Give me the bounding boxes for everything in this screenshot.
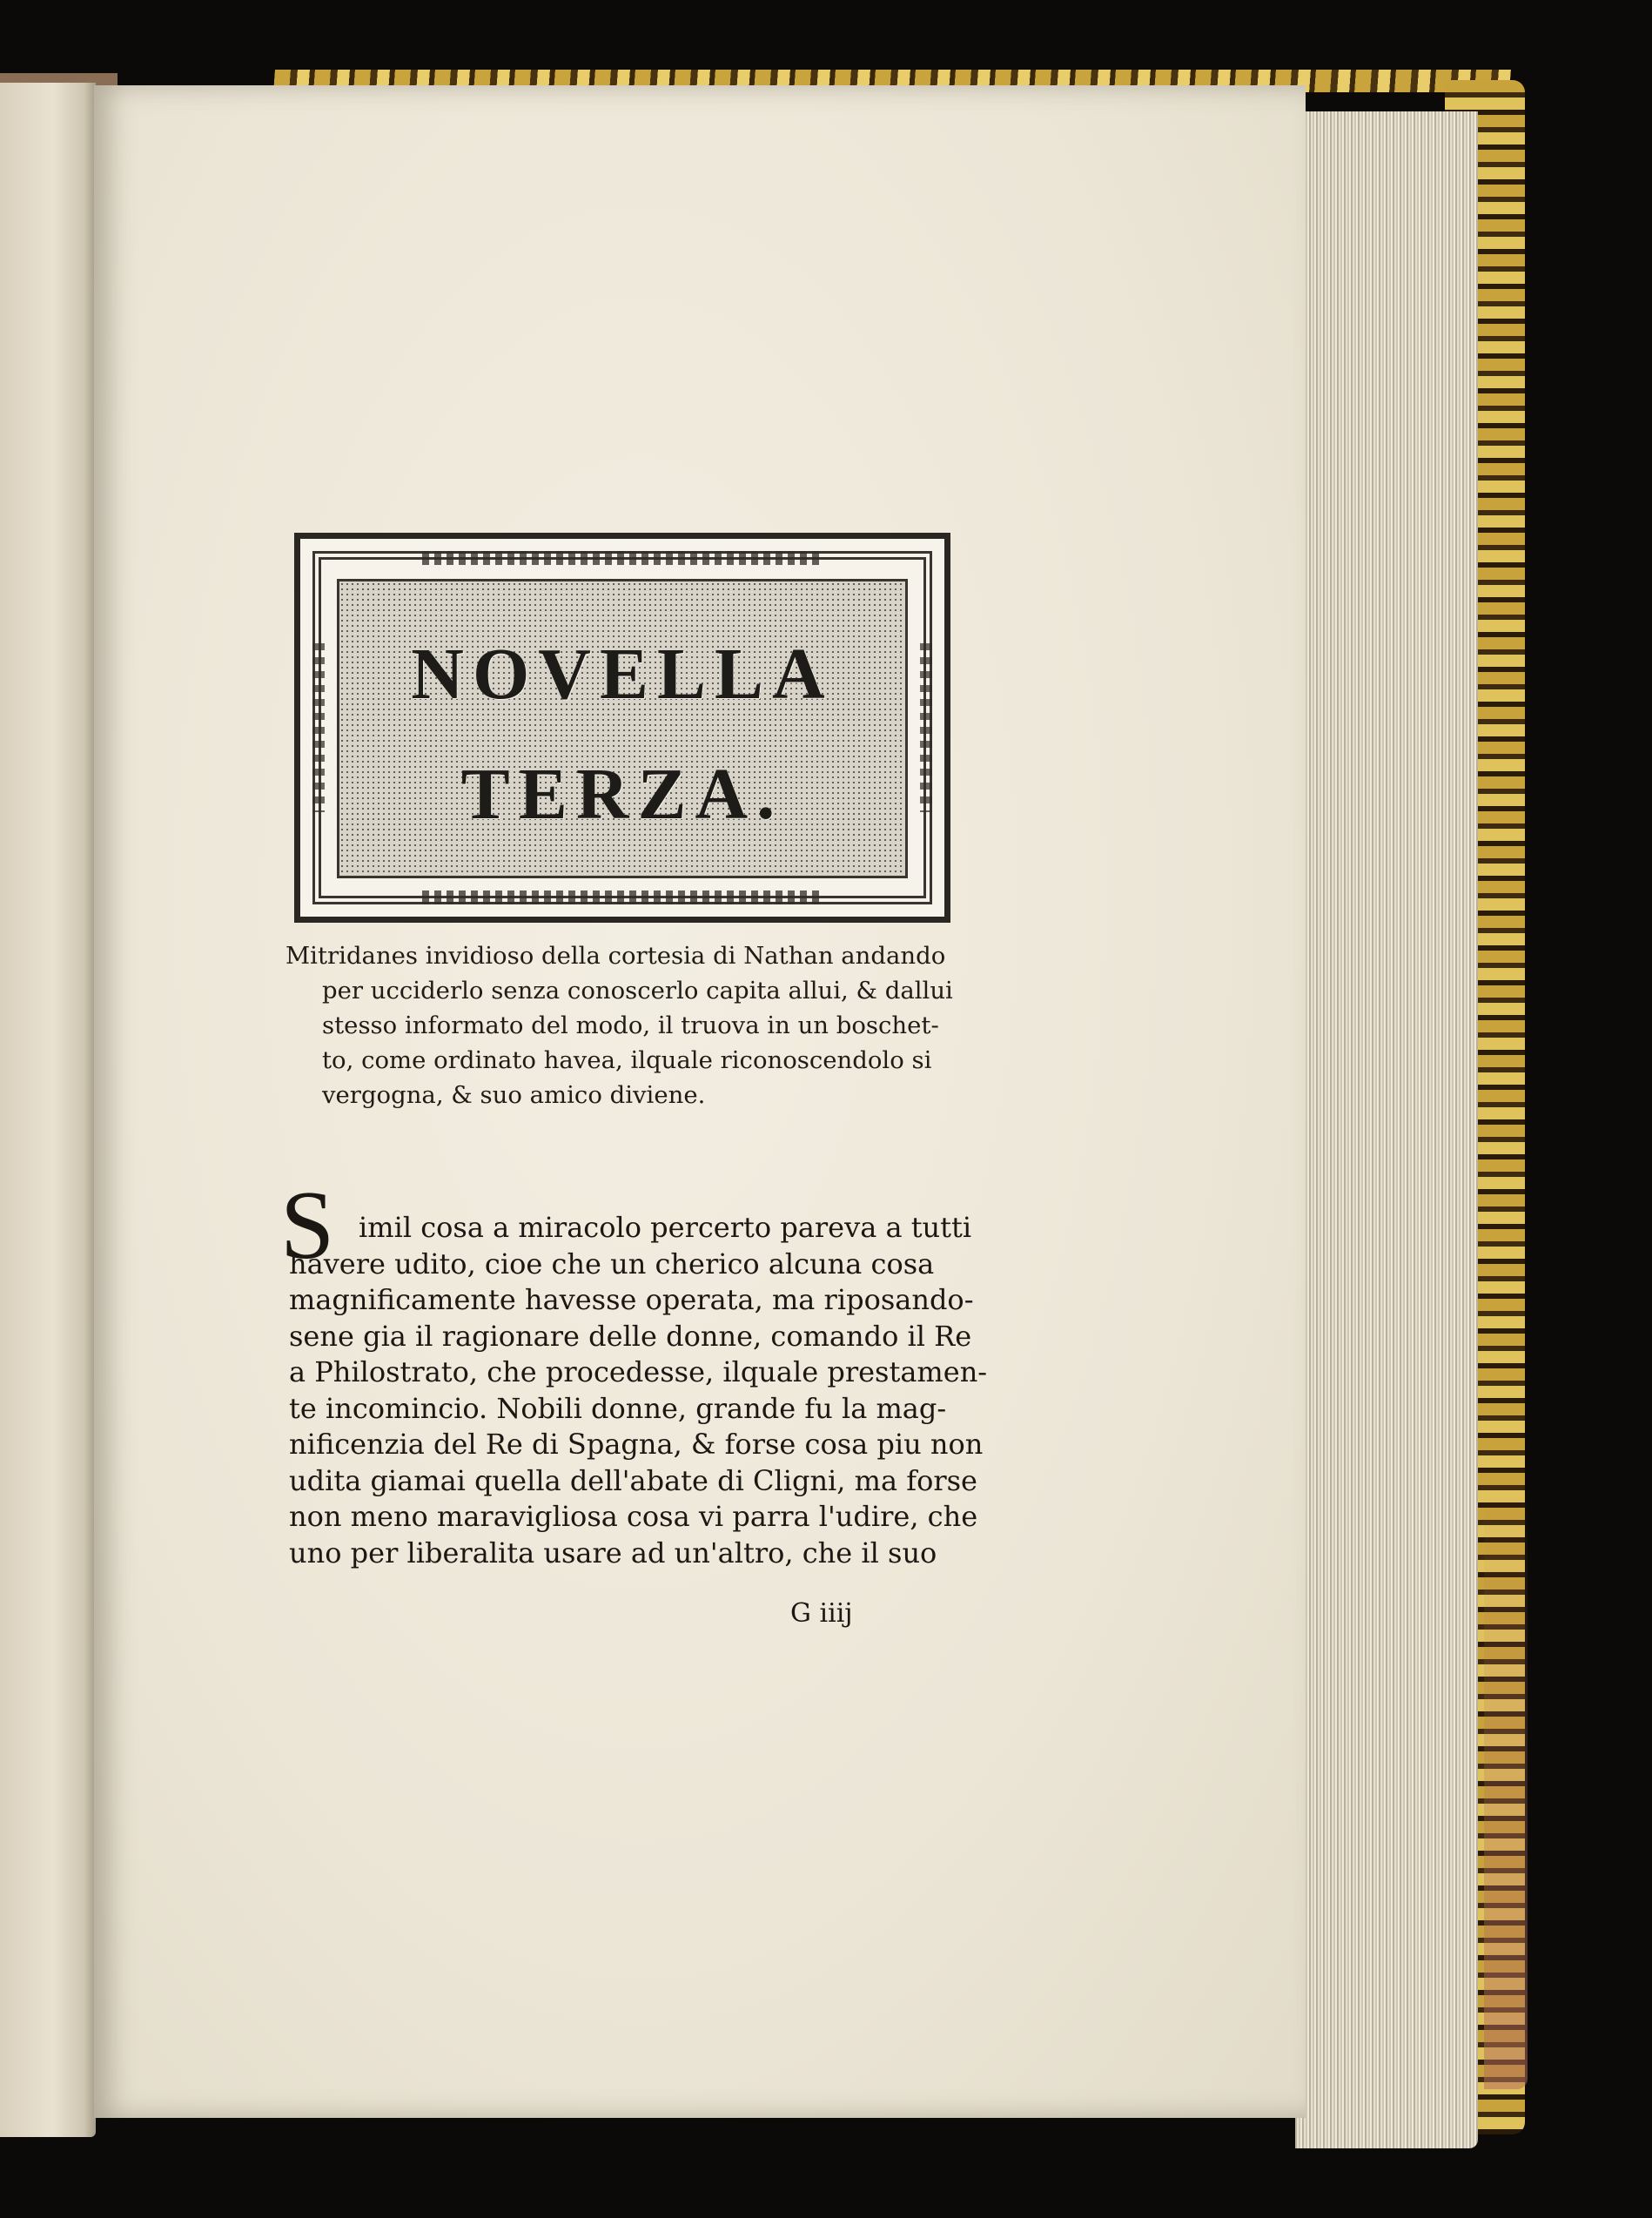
- novella-summary: [285, 938, 973, 1112]
- body-line: magnificamente havesse operata, ma riposando-: [289, 1283, 974, 1316]
- plate-ornament-right: [920, 643, 932, 812]
- summary-line: vergogna, & suo amico diviene.: [322, 1081, 706, 1109]
- signature-mark: G iiij: [790, 1598, 853, 1629]
- title-plate: [294, 533, 950, 923]
- plate-title-line-1: NOVELLA: [411, 634, 834, 715]
- page-block-fore-edge: [1295, 111, 1478, 2148]
- body-line: te incomincio. Nobili donne, grande fu la mag-: [289, 1391, 947, 1425]
- left-page-edge: [0, 83, 96, 2137]
- body-text: [289, 1210, 988, 1571]
- plate-ornament-top: [422, 551, 823, 565]
- body-line: nificenzia del Re di Spagna, & forse cosa piu non: [289, 1428, 984, 1461]
- plate-ornament-bottom: [422, 891, 823, 904]
- body-line: a Philostrato, che procedesse, ilquale prestamen-: [289, 1355, 988, 1388]
- plate-title-line-2: TERZA.: [460, 754, 784, 835]
- summary-line: Mitridanes invidioso della cortesia di Nathan andando: [285, 942, 946, 970]
- summary-line: to, come ordinato havea, ilquale riconoscendolo si: [322, 1046, 932, 1074]
- summary-line: stesso informato del modo, il truova in un boschet-: [322, 1012, 939, 1039]
- plate-stippled-panel: [337, 579, 908, 878]
- body-line: uno per liberalita usare ad un'altro, che il suo: [289, 1536, 937, 1569]
- body-line: sene gia il ragionare delle donne, comando il Re: [289, 1319, 972, 1353]
- summary-line: per ucciderlo senza conoscerlo capita allui, & dallui: [322, 977, 953, 1005]
- body-line: non meno maravigliosa cosa vi parra l'udire, che: [289, 1500, 978, 1533]
- plate-ornament-left: [312, 643, 325, 812]
- body-line: imil cosa a miracolo percerto pareva a tutti: [359, 1211, 972, 1244]
- body-line: havere udito, cioe che un cherico alcuna cosa: [289, 1247, 935, 1280]
- cover-tint: [1484, 1480, 1528, 2089]
- drop-cap: S: [280, 1172, 335, 1280]
- body-line: udita giamai quella dell'abate di Cligni, ma forse: [289, 1463, 977, 1497]
